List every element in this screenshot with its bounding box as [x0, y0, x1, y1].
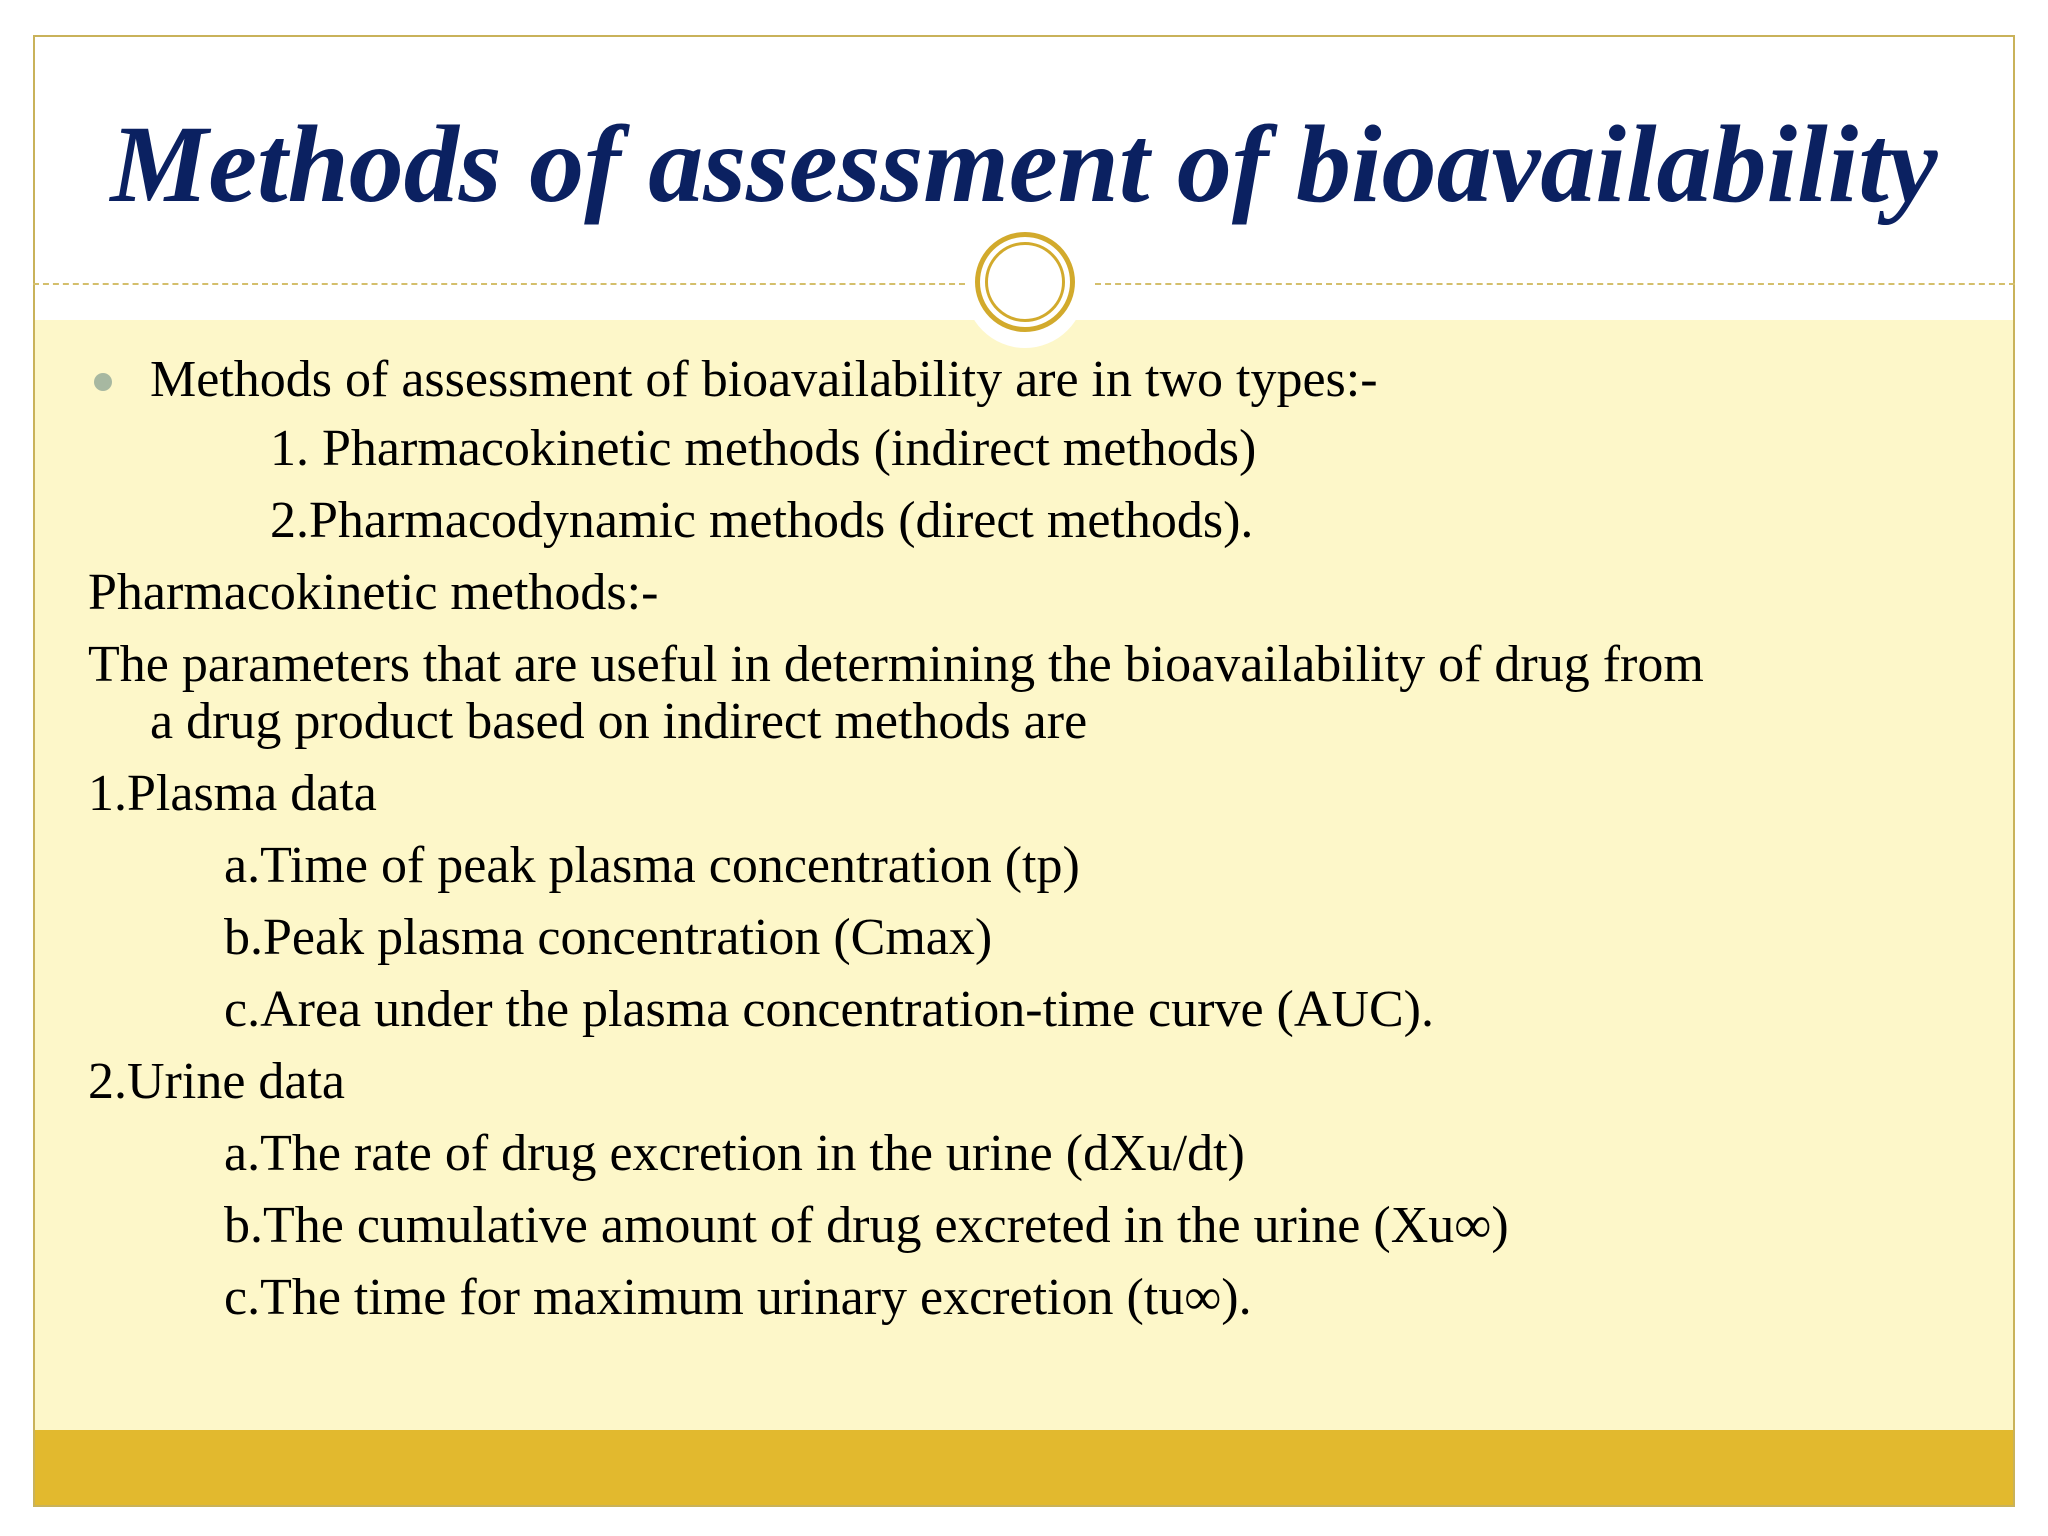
plasma-heading: 1.Plasma data	[88, 765, 377, 822]
bullet-icon	[94, 373, 112, 391]
title-divider-left	[33, 283, 965, 285]
urine-heading: 2.Urine data	[88, 1053, 346, 1110]
section-heading: Pharmacokinetic methods:-	[88, 564, 659, 621]
urine-item-b: b.The cumulative amount of drug excreted in the urine (Xu∞)	[224, 1197, 1509, 1254]
type-item-2: 2.Pharmacodynamic methods (direct methods).	[270, 492, 1254, 549]
urine-item-a: a.The rate of drug excretion in the urine (dXu/dt)	[224, 1125, 1245, 1182]
plasma-item-b: b.Peak plasma concentration (Cmax)	[224, 909, 993, 966]
footer-bar	[35, 1430, 2013, 1507]
plasma-item-a: a.Time of peak plasma concentration (tp)	[224, 837, 1080, 894]
urine-item-c: c.The time for maximum urinary excretion (tu∞).	[224, 1269, 1252, 1326]
slide-title: Methods of assessment of bioavailability	[110, 103, 1938, 225]
title-divider-right	[1095, 283, 2015, 285]
type-item-1: 1. Pharmacokinetic methods (indirect methods)	[270, 420, 1257, 477]
paragraph-line-1: The parameters that are useful in determining the bioavailability of drug from	[88, 636, 1704, 693]
plasma-item-c: c.Area under the plasma concentration-time curve (AUC).	[224, 981, 1434, 1038]
bullet-text: Methods of assessment of bioavailability are in two types:-	[150, 351, 1378, 408]
ring-ornament-inner	[985, 242, 1065, 322]
paragraph-line-2: a drug product based on indirect methods are	[150, 693, 1088, 750]
